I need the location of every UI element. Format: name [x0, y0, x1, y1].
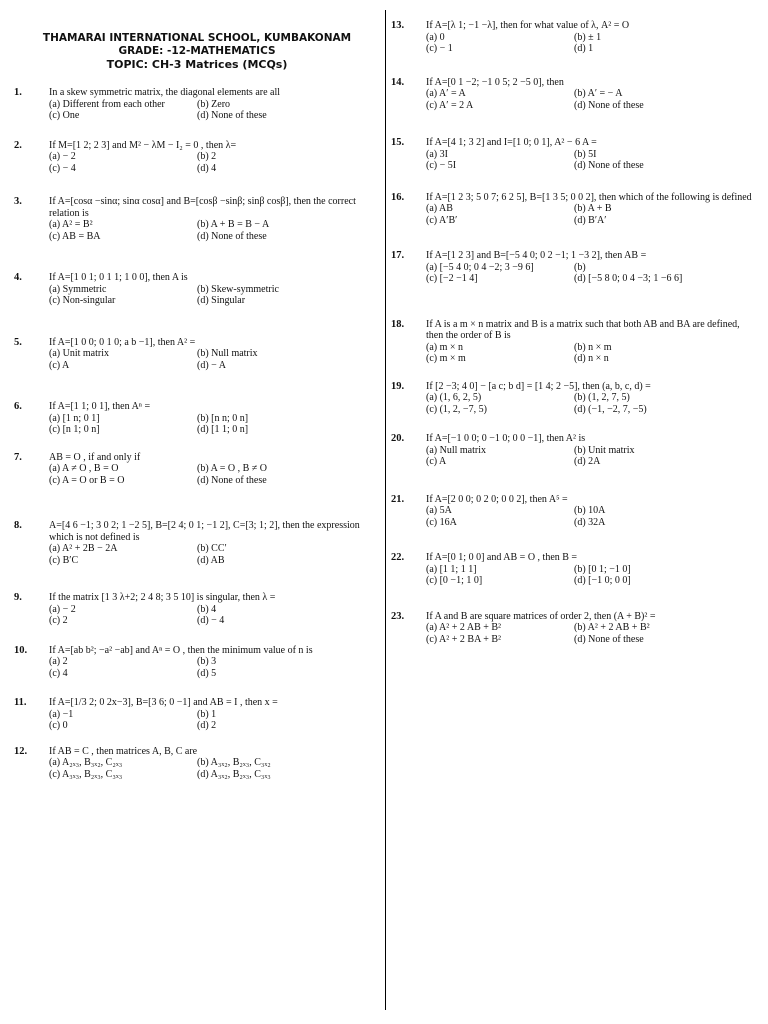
question-number: 19.: [391, 380, 405, 392]
question-item: [391, 20, 757, 55]
question-item: [14, 87, 380, 122]
option: (a) A ≠ O , B = O: [49, 463, 119, 474]
option: (d) 5: [197, 667, 217, 679]
option: (b) 3: [197, 656, 217, 667]
option: (b) Zero: [197, 98, 231, 110]
right-column: [391, 0, 757, 1024]
option-grid: [426, 622, 757, 645]
option-grid: [426, 88, 757, 111]
question-item: [391, 494, 757, 529]
option: (b) [0 1; −1 0]: [574, 563, 631, 575]
question-text: If A=[0 1; 0 0] and AB = O , then B =: [426, 552, 578, 563]
option: (c) 16A: [426, 516, 457, 528]
option: (d) AB: [197, 554, 225, 566]
option-grid: [426, 203, 757, 226]
option: (c) 2: [49, 615, 68, 626]
option: (a) m × n: [426, 341, 464, 353]
option: (a) 5A: [426, 505, 452, 516]
question-item: [14, 697, 380, 732]
option: (d) 2: [197, 720, 217, 731]
option: (d) None of these: [197, 474, 267, 486]
question-text: If A=[1 2 3] and B=[−5 4 0; 0 2 −1; 1 −3 2], then AB =: [426, 250, 647, 261]
option-grid: [49, 463, 380, 486]
option: (a) A² + 2B − 2A: [49, 543, 118, 554]
question-item: [14, 452, 380, 487]
option-grid: [426, 149, 757, 172]
question-text: If A=[4 1; 3 2] and I=[1 0; 0 1], A² − 6 A =: [426, 137, 597, 148]
option: (d) 1: [574, 43, 594, 54]
option: (c) [−2 −1 4]: [426, 273, 478, 284]
option: (d) [−1 0; 0 0]: [574, 575, 631, 586]
option: (c) A: [426, 456, 447, 467]
option-grid: [426, 505, 757, 528]
question-text: If A=[1 2 3; 5 0 7; 6 2 5], B=[1 3 5; 0 0 2], then which of the following is defined: [426, 191, 752, 203]
option: (b) A = O , B ≠ O: [197, 463, 268, 474]
school-name: THAMARAI INTERNATIONAL SCHOOL, KUMBAKONAM: [42, 32, 352, 44]
option: (a) − 2: [49, 603, 76, 615]
option: (b): [574, 261, 586, 273]
option: (b) CC′: [197, 543, 227, 554]
question-text: If M=[1 2; 2 3] and M² − λM − I₂ = 0 , then λ=: [49, 139, 237, 151]
option: (b) A + B = B − A: [197, 219, 270, 230]
option: (c) (1, 2, −7, 5): [426, 403, 487, 415]
option: (c) 4: [49, 667, 68, 679]
question-number: 10.: [14, 644, 28, 656]
option: (a) 3I: [426, 148, 448, 160]
option: (b) 5I: [574, 148, 597, 160]
option-grid: [49, 757, 380, 780]
question-number: 15.: [391, 137, 405, 148]
option-grid: [426, 392, 757, 415]
question-item: [391, 433, 757, 468]
option: (c) [0 −1; 1 0]: [426, 575, 483, 586]
option: (a) A² = B²: [49, 219, 93, 230]
option: (d) None of these: [197, 230, 267, 242]
question-text: If A=[λ 1; −1 −λ], then for what value of λ, A² = O: [426, 20, 630, 31]
option: (a) A′ = A: [426, 88, 466, 99]
question-item: [14, 401, 380, 436]
question-text: If [2 −3; 4 0] − [a c; b d] = [1 4; 2 −5], then (a, b, c, d) =: [426, 380, 651, 392]
option-grid: [426, 564, 757, 587]
question-item: [391, 250, 757, 285]
question-number: 21.: [391, 493, 405, 505]
question-number: 5.: [14, 336, 22, 348]
option: (a) (1, 6, 2, 5): [426, 392, 482, 403]
question-text: If A is a m × n matrix and B is a matrix such that both AB and BA are defined, then the order of B is: [426, 318, 740, 341]
question-text: If AB = C , then matrices A, B, C are: [49, 745, 198, 757]
option: (b) A + B: [574, 203, 612, 214]
left-column: [14, 0, 380, 1024]
question-item: [391, 137, 757, 172]
option: (b) n × m: [574, 341, 612, 353]
question-number: 8.: [14, 520, 22, 531]
option-grid: [49, 709, 380, 732]
option: (a) [1 1; 1 1]: [426, 563, 477, 575]
question-number: 12.: [14, 745, 28, 757]
option: (c) A₃ₓ₃, B₂ₓ₃, C₃ₓ₃: [49, 768, 123, 780]
option: (d) None of these: [574, 633, 644, 645]
question-number: 18.: [391, 318, 405, 330]
option: (c) [n 1; 0 n]: [49, 424, 100, 435]
option: (b) [n n; 0 n]: [197, 412, 249, 424]
option: (c) A² + 2 BA + B²: [426, 633, 502, 645]
question-item: [391, 77, 757, 112]
option: (b) 10A: [574, 505, 606, 516]
question-number: 20.: [391, 433, 405, 444]
option: (d) A₃ₓ₂, B₂ₓ₃, C₃ₓ₃: [197, 768, 271, 780]
option: (a) A₂ₓ₃, B₃ₓ₂, C₂ₓ₃: [49, 757, 123, 768]
option: (a) Symmetric: [49, 283, 107, 295]
option-grid: [49, 604, 380, 627]
question-item: [14, 592, 380, 627]
option: (c) A′B′: [426, 214, 458, 226]
question-text: AB = O , if and only if: [49, 451, 141, 463]
option: (b) (1, 2, 7, 5): [574, 392, 630, 403]
question-number: 23.: [391, 610, 405, 622]
page-header: [14, 32, 380, 71]
question-text: If A=[−1 0 0; 0 −1 0; 0 0 −1], then A² is: [426, 433, 586, 444]
question-number: 7.: [14, 451, 22, 463]
option: (a) −1: [49, 708, 74, 720]
option-grid: [49, 656, 380, 679]
question-text: If A=[1 0 1; 0 1 1; 1 0 0], then A is: [49, 272, 188, 283]
question-item: [391, 611, 757, 646]
option: (d) − A: [197, 359, 226, 371]
question-number: 22.: [391, 552, 405, 563]
option: (a) − 2: [49, 151, 76, 162]
option: (a) AB: [426, 203, 453, 214]
question-text: A=[4 6 −1; 3 0 2; 1 −2 5], B=[2 4; 0 1; −1 2], C=[3; 1; 2], then the expression which is not defined is: [49, 520, 360, 543]
option: (b) 4: [197, 603, 217, 615]
option: (a) Different from each other: [49, 98, 165, 110]
question-number: 13.: [391, 20, 405, 31]
question-item: [14, 196, 380, 242]
option-grid: [49, 413, 380, 436]
option-grid: [49, 151, 380, 174]
topic-line: TOPIC: CH-3 Matrices (MCQs): [106, 58, 288, 71]
option: (d) 4: [197, 162, 217, 174]
question-text: If A=[0 1 −2; −1 0 5; 2 −5 0], then: [426, 76, 564, 88]
option: (d) None of these: [574, 160, 644, 171]
question-text: If A=[cosα −sinα; sinα cosα] and B=[cosβ −sinβ; sinβ cosβ], then the correct relation is: [49, 196, 356, 219]
option: (c) − 1: [426, 43, 453, 54]
question-text: If A=[ab b²; −a² −ab] and Aⁿ = O , then the minimum value of n is: [49, 644, 313, 656]
question-item: [391, 381, 757, 416]
option: (d) None of these: [574, 99, 644, 111]
option: (c) A = O or B = O: [49, 474, 125, 486]
option: (c) B′C: [49, 554, 79, 566]
question-number: 16.: [391, 191, 405, 203]
option: (c) − 4: [49, 162, 76, 174]
question-number: 17.: [391, 250, 405, 261]
option-grid: [426, 32, 757, 55]
option-grid: [426, 262, 757, 285]
question-item: [14, 520, 380, 566]
option: (d) − 4: [197, 615, 225, 626]
option: (c) AB = BA: [49, 230, 101, 242]
option-grid: [49, 284, 380, 307]
option: (b) Null matrix: [197, 348, 258, 359]
question-number: 14.: [391, 76, 405, 88]
option: (a) [−5 4 0; 0 4 −2; 3 −9 6]: [426, 261, 534, 273]
question-number: 1.: [14, 87, 22, 98]
question-item: [14, 140, 380, 175]
option: (d) B′A′: [574, 214, 607, 226]
question-text: If A=[2 0 0; 0 2 0; 0 0 2], then A⁵ =: [426, 493, 568, 505]
option: (b) Unit matrix: [574, 444, 635, 456]
column-divider: [385, 10, 386, 1010]
option: (c) Non-singular: [49, 295, 116, 306]
question-text: If A=[1/3 2; 0 2x−3], B=[3 6; 0 −1] and AB = I , then x =: [49, 697, 278, 708]
option: (b) Skew-symmetric: [197, 283, 279, 295]
question-number: 11.: [14, 697, 27, 708]
question-text: If the matrix [1 3 λ+2; 2 4 8; 3 5 10] is singular, then λ =: [49, 592, 276, 603]
question-number: 6.: [14, 401, 22, 412]
question-item: [14, 272, 380, 307]
option: (a) Unit matrix: [49, 348, 109, 359]
question-text: If A=[1 0 0; 0 1 0; a b −1], then A² =: [49, 336, 196, 348]
option: (a) A² + 2 AB + B²: [426, 622, 502, 633]
option-grid: [49, 348, 380, 371]
option-grid: [49, 99, 380, 122]
option: (a) [1 n; 0 1]: [49, 412, 100, 424]
option: (c) A′ = 2 A: [426, 99, 474, 111]
option: (b) 2: [197, 151, 217, 162]
grade-line: GRADE: -12-MATHEMATICS: [118, 45, 276, 57]
option-grid: [49, 219, 380, 242]
option: (a) Null matrix: [426, 444, 486, 456]
question-text: In a skew symmetric matrix, the diagonal elements are all: [49, 87, 281, 98]
question-number: 3.: [14, 196, 22, 207]
option: (b) A² + 2 AB + B²: [574, 622, 650, 633]
option: (c) − 5I: [426, 160, 457, 171]
option: (a) 2: [49, 656, 68, 667]
question-item: [14, 746, 380, 781]
option: (d) n × n: [574, 353, 609, 364]
option: (c) 0: [49, 720, 68, 731]
option: (a) 0: [426, 31, 445, 43]
option: (d) Singular: [197, 295, 246, 306]
question-number: 9.: [14, 592, 22, 603]
question-item: [391, 552, 757, 587]
question-number: 4.: [14, 272, 22, 283]
option-grid: [49, 543, 380, 566]
question-item: [391, 192, 757, 227]
option: (d) 2A: [574, 456, 601, 467]
option: (b) ± 1: [574, 31, 602, 43]
option: (c) One: [49, 110, 80, 121]
option: (d) (−1, −2, 7, −5): [574, 403, 647, 415]
option: (d) [1 1; 0 n]: [197, 424, 249, 435]
option-grid: [426, 445, 757, 468]
option: (c) A: [49, 359, 70, 371]
option: (b) 1: [197, 708, 217, 720]
question-number: 2.: [14, 139, 22, 151]
question-item: [14, 337, 380, 372]
option: (d) [−5 8 0; 0 4 −3; 1 −6 6]: [574, 273, 683, 284]
option: (d) 32A: [574, 516, 606, 528]
question-text: If A=[1 1; 0 1], then Aⁿ =: [49, 401, 151, 412]
option-grid: [426, 342, 757, 365]
option: (b) A′ = − A: [574, 88, 623, 99]
question-item: [14, 645, 380, 680]
option: (d) None of these: [197, 110, 267, 121]
option: (b) A₃ₓ₂, B₂ₓ₃, C₃ₓ₂: [197, 757, 271, 768]
option: (c) m × m: [426, 353, 466, 364]
question-text: If A and B are square matrices of order 2, then (A + B)² =: [426, 610, 656, 622]
question-item: [391, 319, 757, 365]
